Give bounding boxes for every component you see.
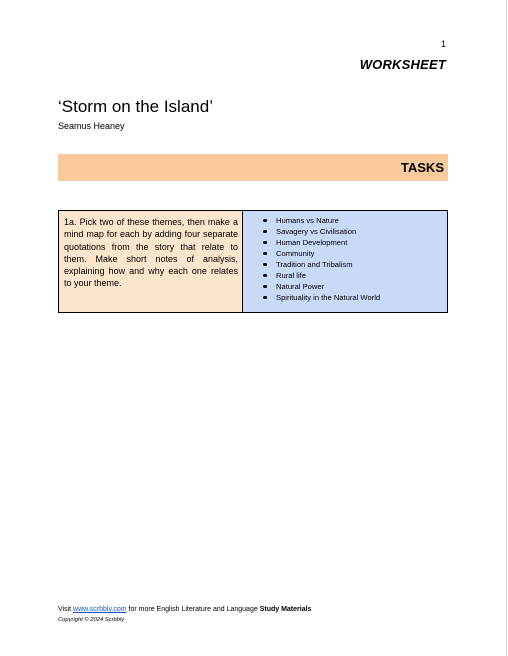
document-author: Seamus Heaney (58, 121, 125, 131)
theme-item: Spirituality in the Natural World (276, 292, 447, 303)
theme-item: Natural Power (276, 281, 447, 292)
theme-item: Human Development (276, 237, 447, 248)
footer-line (58, 606, 311, 613)
footer-middle-text: for more English Literature and Language (126, 606, 260, 613)
worksheet-label: WORKSHEET (359, 57, 446, 72)
tasks-label: TASKS (400, 160, 444, 175)
theme-item: Tradition and Tribalism (276, 259, 447, 270)
task-instruction: 1a. Pick two of these themes, then make a mind map for each by adding four separate quotations from the story that relate to them. Make short notes of analysis, explaining how and why each one relates to your theme. (59, 211, 243, 312)
themes-list-cell (243, 211, 447, 312)
page-number: 1 (440, 39, 446, 49)
footer-bold-text: Study Materials (259, 606, 312, 613)
scrbbly-link[interactable]: www.scrbbly.com (73, 606, 127, 613)
footer-visit-text: Visit (58, 606, 74, 613)
themes-list (243, 215, 447, 303)
theme-item: Savagery vs Civilisation (276, 226, 447, 237)
copyright-text: Copyright © 2024 Scrbbly (58, 617, 125, 623)
theme-item: Humans vs Nature (276, 215, 447, 226)
document-title: ‘Storm on the Island’ (58, 97, 213, 116)
tasks-banner (58, 154, 448, 181)
theme-item: Rural life (276, 270, 447, 281)
theme-item: Community (276, 248, 447, 259)
task-table (58, 210, 448, 313)
